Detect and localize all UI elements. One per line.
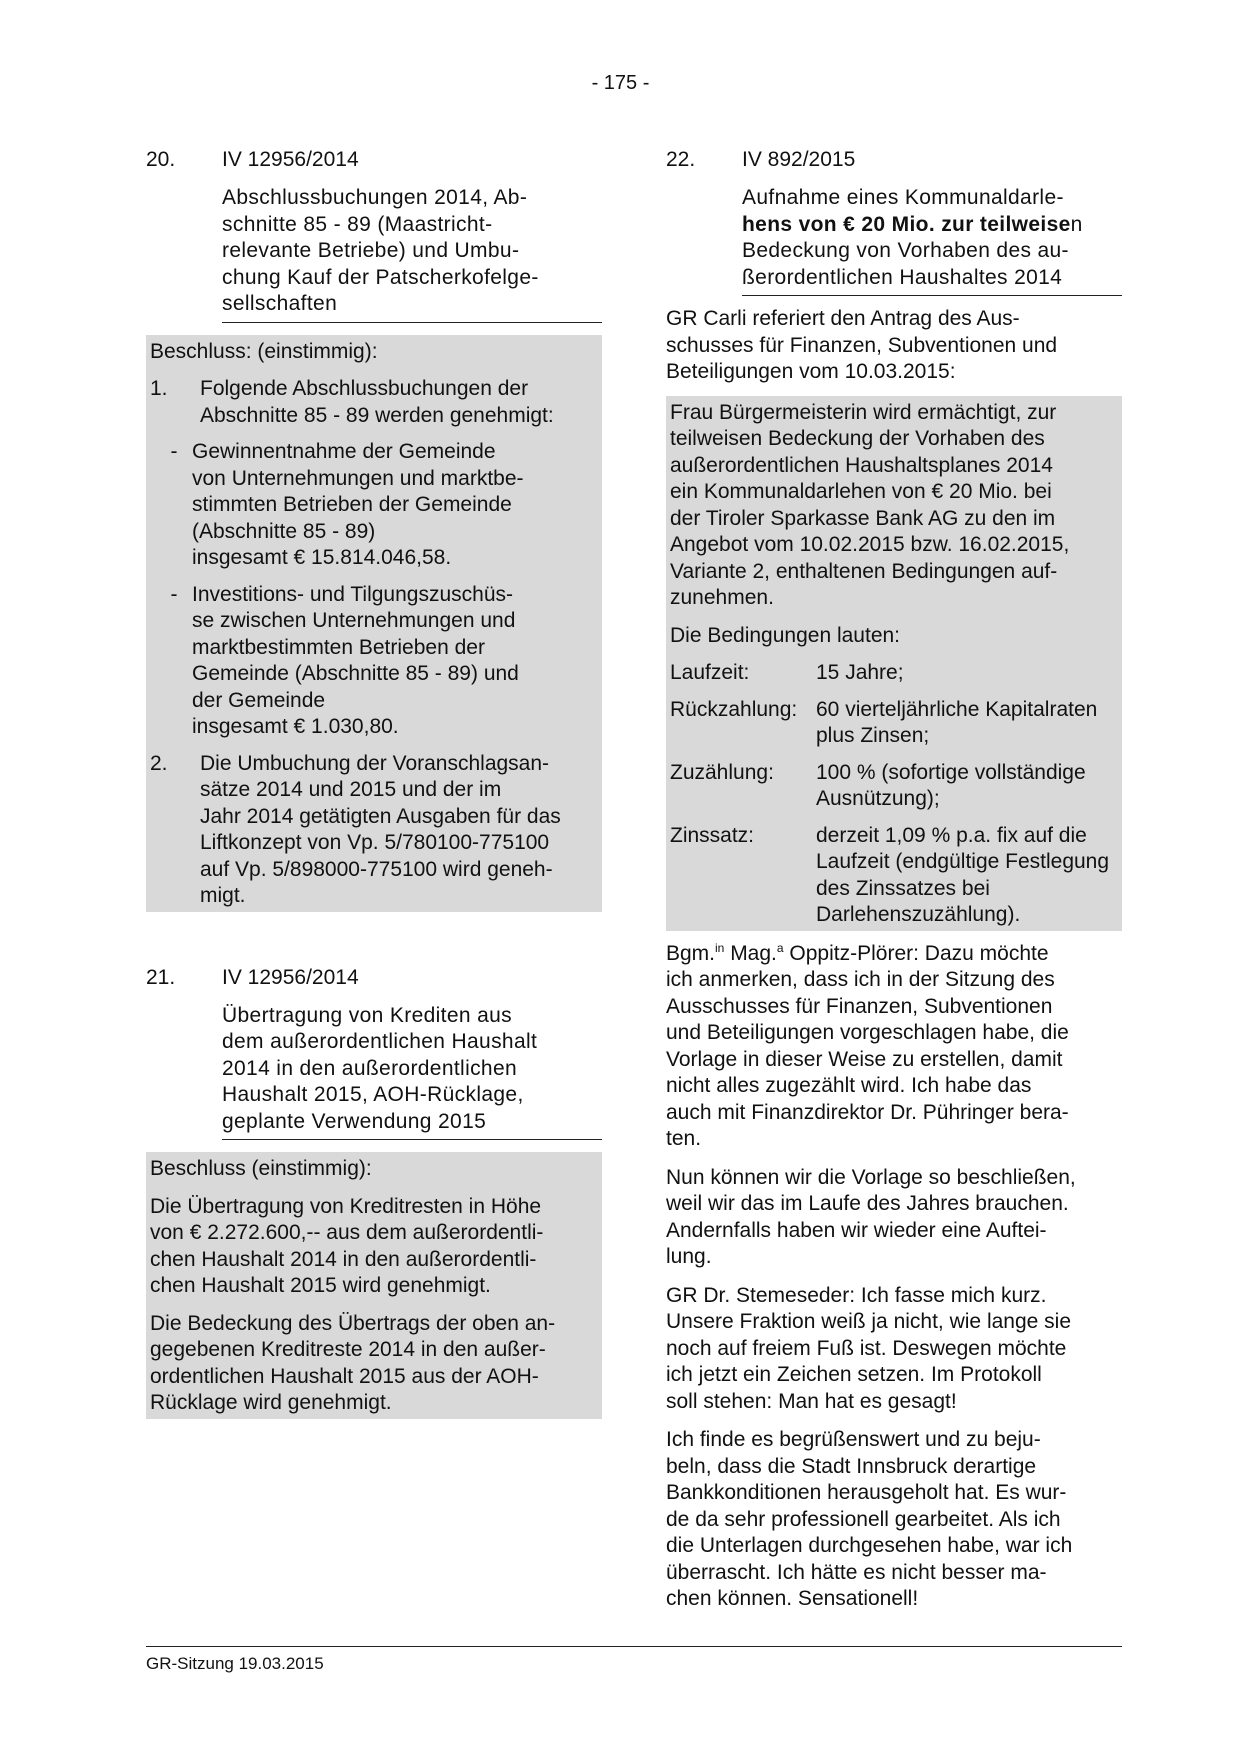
text-line: de da sehr professionell gearbeitet. Als ich xyxy=(666,1507,1061,1531)
condition-value: 15 Jahre; xyxy=(816,661,904,684)
text-line: nicht alles zugezählt wird. Ich habe das xyxy=(666,1074,1032,1097)
footer-divider xyxy=(146,1646,1122,1647)
text-line: die Unterlagen durchgesehen habe, war ich xyxy=(666,1534,1073,1557)
text-line: Bankkonditionen herausgeholt hat. Es wur- xyxy=(666,1481,1067,1504)
sub-list-text xyxy=(192,582,598,741)
text-line: teilweisen Bedeckung der Vorhaben des xyxy=(670,427,1045,450)
proposal-paragraph xyxy=(670,400,1118,612)
item-reference: IV 12956/2014 xyxy=(222,148,359,171)
text-line: insgesamt € 1.030,80. xyxy=(192,715,399,738)
speech-text: Oppitz-Plörer: Dazu möchte xyxy=(783,941,1049,965)
condition-row xyxy=(670,697,1118,750)
text-line: Vorlage in dieser Weise zu erstellen, damit xyxy=(666,1047,1063,1071)
item-number: 22. xyxy=(666,148,696,171)
left-column xyxy=(146,146,602,1419)
speaker-title: Bgm. xyxy=(666,941,716,965)
text-line: Die Umbuchung der Voranschlagsan- xyxy=(200,751,550,775)
sub-list-text xyxy=(192,439,598,572)
title-line: sellschaften xyxy=(222,292,338,315)
text-line: chen können. Sensationell! xyxy=(666,1587,919,1610)
title-line: Abschlussbuchungen 2014, Ab- xyxy=(222,186,528,209)
footer-text: GR-Sitzung 19.03.2015 xyxy=(146,1654,324,1673)
text-line: Variante 2, enthaltenen Bedingungen auf- xyxy=(670,559,1058,583)
text-line: Beteiligungen vom 10.03.2015: xyxy=(666,360,956,383)
text-line: se zwischen Unternehmungen und xyxy=(192,609,516,632)
title-line: schnitte 85 - 89 (Maastricht- xyxy=(222,212,493,236)
list-text: Folgende Abschlussbuchungen der Abschnitte 85 - 89 werden genehmigt: xyxy=(200,377,554,427)
title-tail: n xyxy=(1070,212,1083,236)
item-reference: IV 892/2015 xyxy=(742,148,856,171)
condition-key: Laufzeit: xyxy=(670,661,750,684)
conditions-intro: Die Bedingungen lauten: xyxy=(670,623,901,647)
condition-row xyxy=(670,660,1118,687)
condition-key: Rückzahlung: xyxy=(670,697,798,721)
text-line: Jahr 2014 getätigten Ausgaben für das xyxy=(200,804,561,828)
title-line: chung Kauf der Patscherkofelge- xyxy=(222,265,539,289)
text-line: zunehmen. xyxy=(670,586,774,609)
title-line: Aufnahme eines Kommunaldarle- xyxy=(742,186,1064,209)
text-line: ten. xyxy=(666,1127,702,1150)
text-line: lung. xyxy=(666,1245,712,1268)
text-line: Die Bedeckung des Übertrags der oben an- xyxy=(150,1311,556,1335)
text-line: weil wir das im Laufe des Jahres brauchen. xyxy=(666,1192,1069,1215)
text-line: noch auf freiem Fuß ist. Deswegen möchte xyxy=(666,1336,1067,1360)
decision-list xyxy=(150,376,598,910)
text-line: und Beteiligungen vorgeschlagen habe, die xyxy=(666,1021,1069,1044)
text-line: Investitions- und Tilgungszuschüs- xyxy=(192,582,513,606)
speaker-title: Mag. xyxy=(724,941,777,965)
dash-marker: - xyxy=(170,440,178,463)
superscript: in xyxy=(715,940,725,955)
list-number: 2. xyxy=(150,751,168,775)
speech-stemeseder xyxy=(666,1283,1122,1416)
text-line: sätze 2014 und 2015 und der im xyxy=(200,778,502,801)
list-item xyxy=(150,376,598,429)
right-column xyxy=(666,146,1122,1625)
text-line: ich anmerken, dass ich in der Sitzung des xyxy=(666,968,1055,991)
item-22-proposal-box xyxy=(666,396,1122,931)
text-line: migt. xyxy=(200,884,246,907)
condition-key: Zuzählung: xyxy=(670,760,774,784)
text-line: überrascht. Ich hätte es nicht besser ma- xyxy=(666,1560,1047,1584)
list-text xyxy=(200,751,561,910)
text-line: von Unternehmungen und marktbe- xyxy=(192,466,524,490)
text-line: chen Haushalt 2015 wird genehmigt. xyxy=(150,1274,491,1297)
text-line: auf Vp. 5/898000-775100 wird geneh- xyxy=(200,857,553,881)
title-line xyxy=(742,212,1122,239)
text-line: Die Übertragung von Kreditresten in Höhe xyxy=(150,1194,542,1218)
text-line xyxy=(666,941,1122,968)
text-line: insgesamt € 15.814.046,58. xyxy=(192,546,452,569)
page-number: - 175 - xyxy=(591,72,650,94)
superscript: a xyxy=(776,940,784,955)
text-line: Ausschusses für Finanzen, Subventionen xyxy=(666,994,1053,1018)
item-20-title xyxy=(222,185,602,323)
text-line: stimmten Betrieben der Gemeinde xyxy=(192,493,512,516)
sub-list-item xyxy=(150,439,598,572)
dash-marker: - xyxy=(170,582,178,606)
speech-paragraph xyxy=(666,1165,1122,1271)
text-line: Gemeinde (Abschnitte 85 - 89) und xyxy=(192,662,519,685)
decision-paragraph xyxy=(150,1311,598,1417)
text-line: gegebenen Kreditreste 2014 in den außer- xyxy=(150,1338,546,1361)
condition-value: 100 % (sofortige vollständige Ausnützung); xyxy=(816,760,1086,810)
title-line: dem außerordentlichen Haushalt xyxy=(222,1030,538,1053)
text-line: Unsere Fraktion weiß ja nicht, wie lange sie xyxy=(666,1310,1072,1333)
list-item xyxy=(150,751,598,910)
speech-paragraph xyxy=(666,1427,1122,1613)
text-line: soll stehen: Man hat es gesagt! xyxy=(666,1389,957,1413)
text-line: ein Kommunaldarlehen von € 20 Mio. bei xyxy=(670,480,1052,503)
title-line: relevante Betriebe) und Umbu- xyxy=(222,239,520,262)
item-21-header xyxy=(146,964,602,991)
text-line: GR Carli referiert den Antrag des Aus- xyxy=(666,307,1020,330)
item-21-decision-box xyxy=(146,1152,602,1419)
intro-paragraph xyxy=(666,306,1122,386)
title-bold: hens von € 20 Mio. zur teilweise xyxy=(742,212,1071,236)
text-line: Liftkonzept von Vp. 5/780100-775100 xyxy=(200,831,550,854)
list-number: 1. xyxy=(150,377,168,400)
text-line: außerordentlichen Haushaltsplanes 2014 xyxy=(670,453,1053,477)
text-line: Nun können wir die Vorlage so beschließen, xyxy=(666,1165,1076,1189)
text-line: der Tiroler Sparkasse Bank AG zu den im xyxy=(670,506,1056,530)
text-line: Angebot vom 10.02.2015 bzw. 16.02.2015, xyxy=(670,533,1070,556)
item-21-title xyxy=(222,1003,602,1141)
text-line: schusses für Finanzen, Subventionen und xyxy=(666,333,1058,357)
condition-key: Zinssatz: xyxy=(670,823,755,847)
title-line: ßerordentlichen Haushaltes 2014 xyxy=(742,265,1063,289)
text-line: Rücklage wird genehmigt. xyxy=(150,1391,392,1414)
title-line: Bedeckung von Vorhaben des au- xyxy=(742,239,1069,262)
title-line: 2014 in den außerordentlichen xyxy=(222,1056,518,1080)
text-line: von € 2.272.600,-- aus dem außerordentli- xyxy=(150,1221,544,1244)
item-number: 21. xyxy=(146,965,176,989)
text-line: (Abschnitte 85 - 89) xyxy=(192,519,376,543)
item-22-title xyxy=(742,185,1122,296)
title-line: Haushalt 2015, AOH-Rücklage, xyxy=(222,1083,524,1106)
condition-row xyxy=(670,823,1118,929)
text-line: Gewinnentnahme der Gemeinde xyxy=(192,440,496,463)
title-line: geplante Verwendung 2015 xyxy=(222,1109,487,1133)
text-line: GR Dr. Stemeseder: Ich fasse mich kurz. xyxy=(666,1283,1047,1307)
text-line: Frau Bürgermeisterin wird ermächtigt, zur xyxy=(670,400,1057,424)
decision-label: Beschluss (einstimmig): xyxy=(150,1157,372,1180)
text-line: der Gemeinde xyxy=(192,688,326,712)
text-line: ich jetzt ein Zeichen setzen. Im Protokoll xyxy=(666,1363,1042,1386)
speech-mayor xyxy=(666,941,1122,1153)
condition-value: derzeit 1,09 % p.a. fix auf die Laufzeit (endgültige Festlegung des Zinssatzes bei Darlehenszuzählung). xyxy=(816,823,1110,926)
item-20-header xyxy=(146,146,602,173)
title-line: Übertragung von Krediten aus xyxy=(222,1003,512,1027)
item-number: 20. xyxy=(146,148,176,171)
decision-label: Beschluss: (einstimmig): xyxy=(150,339,378,363)
text-line: Ich finde es begrüßenswert und zu beju- xyxy=(666,1428,1041,1451)
text-line: ordentlichen Haushalt 2015 aus der AOH- xyxy=(150,1364,539,1388)
condition-value: 60 vierteljährliche Kapitalraten plus Zinsen; xyxy=(816,697,1098,747)
item-22-header xyxy=(666,146,1122,173)
text-line: marktbestimmten Betrieben der xyxy=(192,635,485,659)
text-line: chen Haushalt 2014 in den außerordentli- xyxy=(150,1247,537,1271)
sub-list-item xyxy=(150,582,598,741)
text-line: auch mit Finanzdirektor Dr. Pühringer bera- xyxy=(666,1100,1069,1124)
item-reference: IV 12956/2014 xyxy=(222,965,359,989)
condition-row xyxy=(670,760,1118,813)
decision-paragraph xyxy=(150,1194,598,1300)
text-line: Andernfalls haben wir wieder eine Auftei- xyxy=(666,1218,1047,1242)
item-20-decision-box xyxy=(146,335,602,912)
text-line: beln, dass die Stadt Innsbruck derartige xyxy=(666,1454,1037,1478)
